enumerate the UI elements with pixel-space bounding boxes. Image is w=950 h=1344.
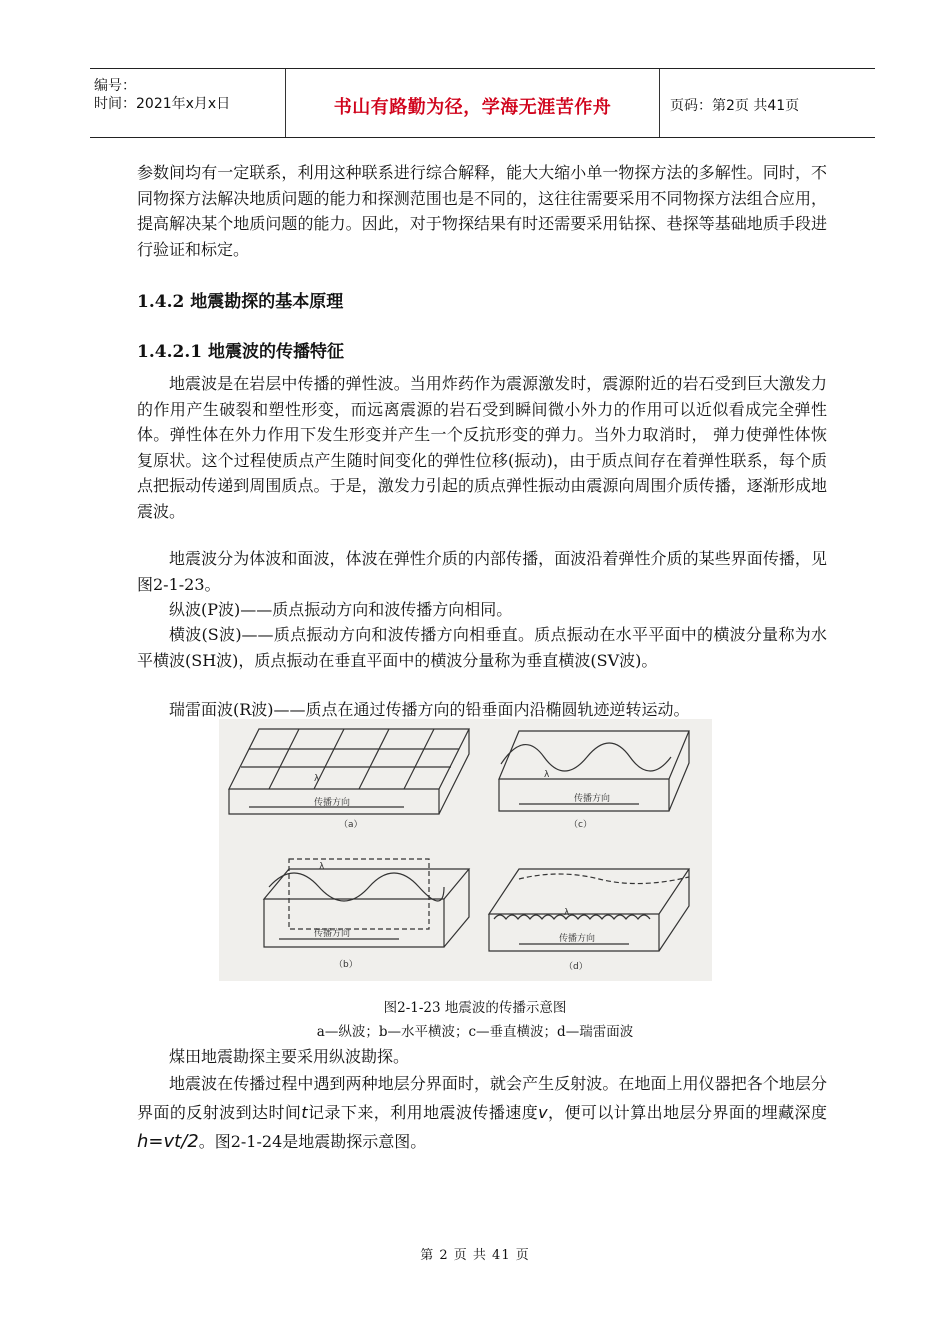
lambda-label-a: λ: [314, 774, 320, 784]
direction-label-d: 传播方向: [559, 934, 596, 944]
panel-label-a: （a）: [339, 820, 363, 830]
lambda-label-d: λ: [564, 908, 570, 918]
direction-label-b: 传播方向: [314, 929, 351, 939]
paragraph-6: 瑞雷面波(R波)——质点在通过传播方向的铅垂面内沿椭圆轨迹逆转运动。: [169, 700, 690, 719]
paragraph-8-part-c: ，便可以计算出地层分界面的埋藏深度: [547, 1103, 827, 1122]
paragraph-8: [137, 1069, 827, 1156]
number-label: 编号：: [94, 78, 136, 94]
subsection-heading: 1.4.2.1 地震波的传播特征: [137, 342, 344, 362]
lambda-label-c: λ: [544, 770, 550, 780]
velocity-symbol: v: [538, 1103, 548, 1122]
paragraph-2: 地震波是在岩层中传播的弹性波。当用炸药作为震源激发时，震源附近的岩石受到巨大激发力的作用产生破裂和塑性形变，而远离震源的岩石受到瞬间微小外力的作用可以近似看成完全弹性体。弹性体在外力作用下发生形变并产生一个反抗形变的弹力。当外力取消时， 弹力使弹性体恢复原状。这个过程使质点产生随时间变化的弹性位移(振动)，由于质点间存在着弹性联系，每个质点把振动传递到周围质点。于是，激发力引起的质点弹性振动由震源向周围介质传播，逐渐形成地震波。: [137, 374, 827, 521]
panel-label-d: （d）: [564, 962, 588, 972]
page-label: 页码：第2页 共41页: [670, 98, 800, 114]
header-meta-cell: [90, 69, 285, 137]
section-heading: 1.4.2 地震勘探的基本原理: [137, 292, 344, 312]
time-symbol: t: [301, 1103, 308, 1122]
paragraph-8-part-d: 。图2-1-24是地震勘探示意图。: [198, 1132, 427, 1151]
seismic-wave-figure: [219, 719, 712, 981]
paragraph-4: 纵波(P波)——质点振动方向和波传播方向相同。: [169, 600, 513, 619]
figure-caption: 图2-1-23 地震波的传播示意图: [383, 1000, 567, 1016]
header-motto-cell: [285, 69, 660, 137]
direction-label-a: 传播方向: [314, 798, 351, 808]
paragraph-8-part-b: 记录下来，利用地震波传播速度: [307, 1103, 539, 1122]
paragraph-3: 地震波分为体波和面波，体波在弹性介质的内部传播，面波沿着弹性介质的某些界面传播，见图2-1-23。: [137, 549, 827, 594]
panel-label-b: （b）: [334, 960, 358, 970]
header-page-cell: [658, 69, 875, 137]
paragraph-7: 煤田地震勘探主要采用纵波勘探。: [169, 1047, 410, 1066]
panel-label-c: （c）: [569, 820, 592, 830]
time-label: 时间：2021年x月x日: [94, 96, 231, 112]
depth-formula: h=vt/2: [137, 1131, 199, 1152]
paragraph-1: 参数间均有一定联系，利用这种联系进行综合解释，能大大缩小单一物探方法的多解性。同时，不同物探方法解决地质问题的能力和探测范围也是不同的，这往往需要采用不同物探方法组合应用，提高解决某个地质问题的能力。因此，对于物探结果有时还需要采用钻探、巷探等基础地质手段进行验证和标定。: [137, 163, 827, 259]
page-header: [90, 68, 875, 138]
direction-label-c: 传播方向: [574, 794, 611, 804]
lambda-label-b: λ: [319, 862, 325, 872]
page-footer: 第 2 页 共 41 页: [420, 1248, 530, 1263]
paragraph-8-part-a: 地震波在传播过程中遇到两种地层分界面时，就会产生反射波。在地面上用仪器把各个地层分界面的反射波到达时间: [137, 1074, 827, 1122]
paragraph-5: 横波(S波)——质点振动方向和波传播方向相垂直。质点振动在水平平面中的横波分量称为水平横波(SH波)，质点振动在垂直平面中的横波分量称为垂直横波(SV波)。: [137, 625, 827, 670]
seismic-wave-diagram: [219, 719, 712, 981]
motto-text: 书山有路勤为径，学海无涯苦作舟: [333, 97, 612, 118]
figure-legend: a—纵波；b—水平横波；c—垂直横波；d—瑞雷面波: [316, 1024, 634, 1040]
